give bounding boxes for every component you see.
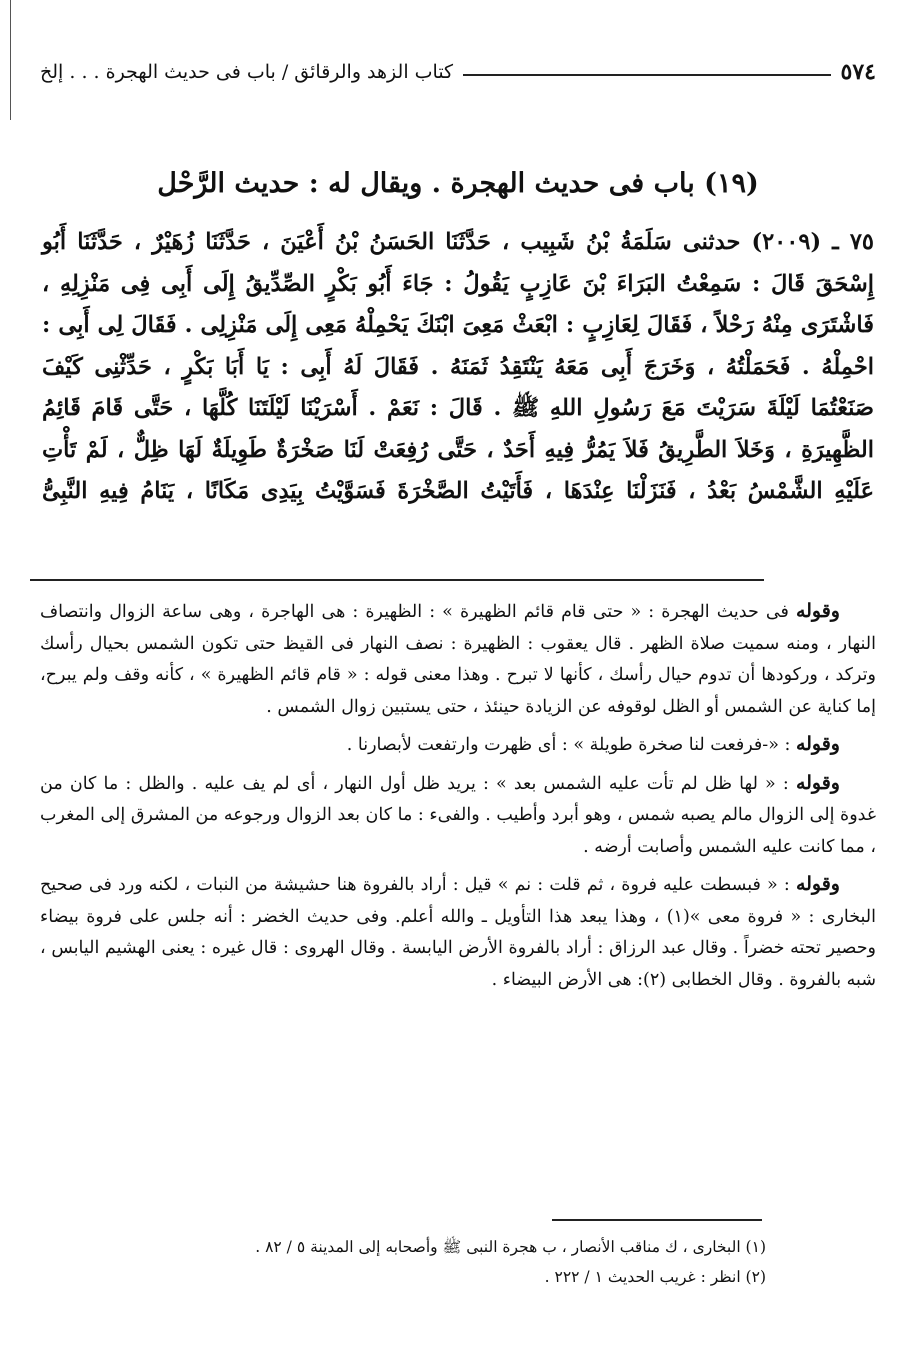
scan-edge-line [10,0,11,120]
footnote-1: (١) البخارى ، ك مناقب الأنصار ، ب هجرة النبى ﷺ وأصحابه إلى المدينة ٥ / ٨٢ . [255,1238,766,1256]
hadith-paragraph: ٧٥ ـ (٢٠٠٩) حدثنى سَلَمَةُ بْنُ شَبِيب ، حَدَّثَنَا الحَسَنُ بْنُ أَعْيَنَ ، حَدَّثَنَا زُهَيْرٌ ، حَدَّثَنَا أَبُو إِسْحَقَ قَالَ : سَمِعْتُ البَرَاءَ بْنَ عَازِبٍ يَقُولُ : جَاءَ أَبُو بَكْرٍ الصِّدِّيقُ إِلَى أَبِى فِى مَنْزِلِهِ ، فَاشْتَرَى مِنْهُ رَحْلاً ، فَقَالَ لِعَازِبٍ : ابْعَثْ مَعِىَ ابْنَكَ يَحْمِلْهُ مَعِى إِلَى مَنْزِلِى . فَقَالَ لِى أَبِى : احْمِلْهُ . فَحَمَلْتُهُ ، وَخَرَجَ أَبِى مَعَهُ يَنْتَقِدُ ثَمَنَهُ . فَقَالَ لَهُ أَبِى : يَا أَبَا بَكْرٍ ، حَدِّثْنِى كَيْفَ صَنَعْتُمَا لَيْلَةَ سَرَيْتَ مَعَ رَسُولِ اللهِ ﷺ . قَالَ : نَعَمْ . أَسْرَيْنَا لَيْلَتَنَا كُلَّهَا ، حَتَّى قَامَ قَائِمُ الظَّهِيرَةِ ، وَخَلاَ الطَّرِيقُ فَلاَ يَمُرُّ فِيهِ أَحَدٌ ، حَتَّى رُفِعَتْ لَنَا صَخْرَةٌ طَوِيلَةٌ لَهَا ظِلٌّ ، لَمْ تَأْتِ عَلَيْهِ الشَّمْسُ بَعْدُ ، فَنَزَلْنَا عِنْدَهَا ، فَأَتَيْتُ الصَّخْرَةَ فَسَوَّيْتُ بِيَدِى مَكَانًا ، يَنَامُ فِيهِ النَّبِىُّ [42,229,874,504]
hadith-text-block [42,222,874,513]
footnotes [40,1232,766,1292]
commentary-lead-word: وقوله [795,600,840,622]
commentary-lead-word: وقوله [795,873,840,895]
page-number: ٥٧٤ [840,59,876,85]
running-head-title: كتاب الزهد والرقائق / باب فى حديث الهجرة . . . إلخ [40,61,454,83]
commentary-paragraph [40,596,876,723]
footnote-2: (٢) انظر : غريب الحديث ١ / ٢٢٢ . [544,1268,766,1286]
commentary-text: فى حديث الهجرة : « حتى قام قائم الظهيرة » : الظهيرة : هى الهاجرة ، وهى ساعة الزوال وانتصاف النهار ، ومنه سميت صلاة الظهر . قال يعقوب : الظهيرة : نصف النهار فى القيظ حتى تكون الشمس بحيال رأسك وتركد ، وركودها أن تدوم حيال رأسك ، كأنها لا تبرح . وهذا معنى قوله : « قام قائم الظهيرة » ، كأنه وقف ولم يبرح، إما كناية عن الشمس أو الظل لوقوفه عن الزيادة حينئذ ، حتى يستبين زوال الشمس . [40,602,876,717]
chapter-title: (١٩) باب فى حديث الهجرة . ويقال له : حديث الرَّحْل [157,168,759,199]
commentary-text: : « لها ظل لم تأت عليه الشمس بعد » : يريد ظل أول النهار ، أى لم يف عليه . والظل : ما كان من غدوة إلى الزوال مالم يصبه شمس ، وهو أبرد وأطيب . والفىء : ما كان بعد الزوال ورجوعه من المشرق إلى المغرب ، مما كانت عليه الشمس وأصابت أرضه . [40,773,876,857]
running-head-rule [463,74,830,76]
commentary-block [40,596,876,1002]
commentary-text: : «-فرفعت لنا صخرة طويلة » : أى ظهرت وارتفعت لأبصارنا . [346,735,796,755]
footnote-separator-rule [552,1219,762,1221]
commentary-separator-rule [30,579,764,581]
commentary-text: : « فبسطت عليه فروة ، ثم قلت : نم » قيل : أراد بالفروة هنا حشيشة من النبات ، لكنه ورد فى صحيح البخارى : « فروة معى »(١) ، وهذا يبعد هذا التأويل ـ والله أعلم. وفى حديث الخضر : أنه جلس على فروة بيضاء وحصير تحته خضراً . وقال عبد الرزاق : أراد بالفروة الأرض اليابسة . وقال الهروى : قال غيره : يعنى الهشيم اليابس ، شبه بالفروة . وقال الخطابى (٢): هى الأرض البيضاء . [40,875,877,990]
running-head [40,55,876,89]
commentary-lead-word: وقوله [795,733,840,755]
commentary-paragraph [40,729,876,762]
commentary-lead-word: وقوله [795,771,840,794]
commentary-paragraph [40,768,876,864]
commentary-paragraph [40,869,876,996]
